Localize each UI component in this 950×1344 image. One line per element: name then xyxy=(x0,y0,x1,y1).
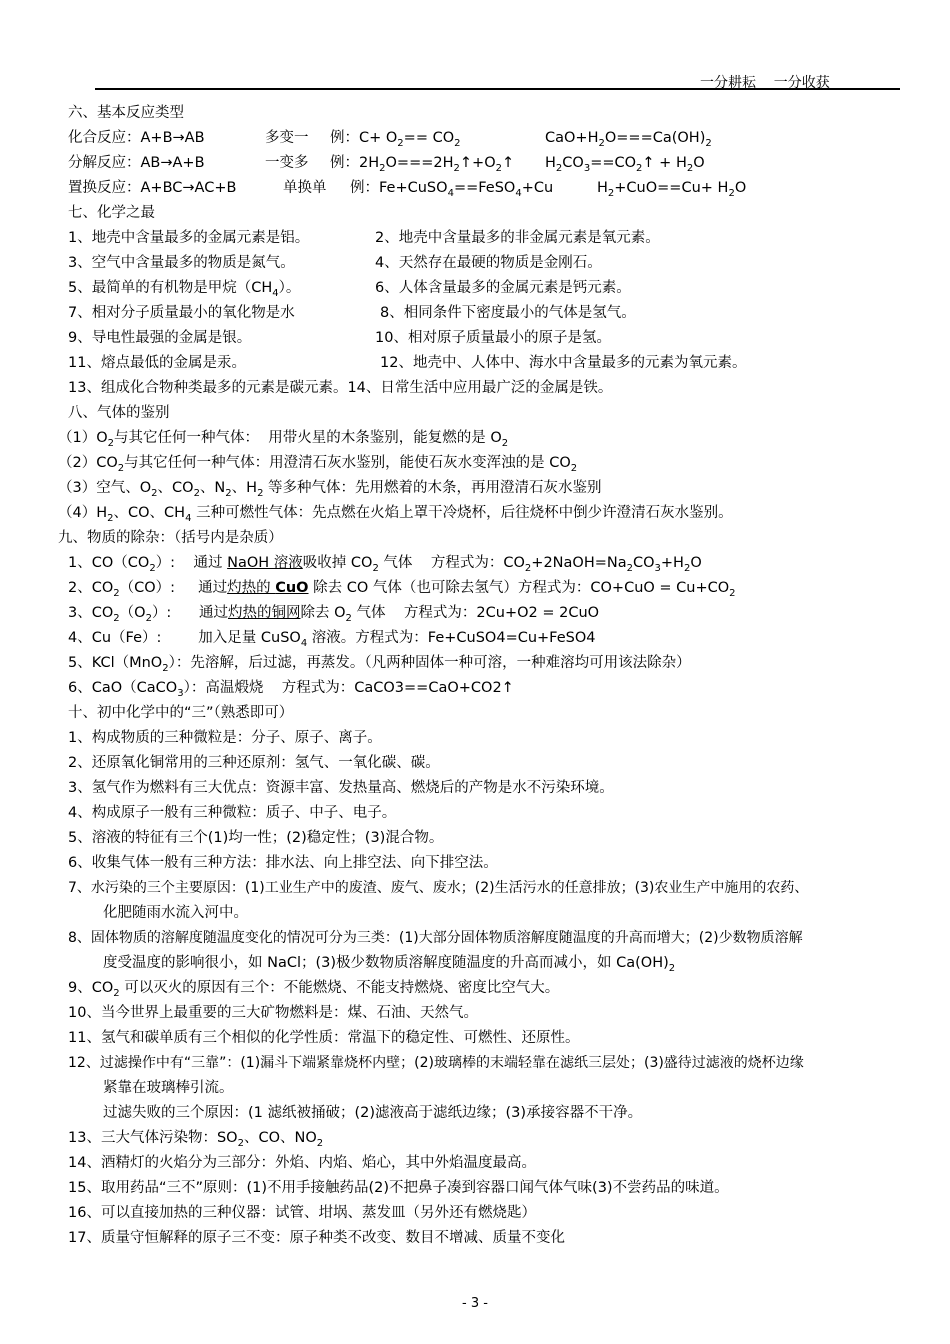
header-rule xyxy=(95,88,900,90)
list-item: 7、水污染的三个主要原因：(1)工业生产中的废渣、废气、废水；(2)生活污水的任意排放；(3)农业生产中施用的农药、 xyxy=(68,880,809,896)
section-title-seven: 七、化学之最 xyxy=(68,205,155,221)
list-item: 4、天然存在最硬的物质是金刚石。 xyxy=(375,255,602,271)
reaction-combination-example: 例：$C+ O_2== CO_2$ xyxy=(330,130,461,149)
reaction-combination-label: 化合反应：A+B→AB xyxy=(68,130,205,146)
reaction-displacement-example-2: $H_2+CuO==Cu+ H_2O$ xyxy=(597,180,747,199)
list-item: 13、三大气体污染物：$SO_2$、CO、$NO_2$ xyxy=(68,1130,324,1149)
list-item: 3、空气中含量最多的物质是氮气。 xyxy=(68,255,295,271)
reaction-combination-type: 多变一 xyxy=(265,130,309,146)
page-number: - 3 - xyxy=(462,1296,488,1311)
list-item: 12、过滤操作中有“三靠”：(1)漏斗下端紧靠烧杯内壁；(2)玻璃棒的末端轻靠在滤纸三层处；(3)盛待过滤液的烧杯边缘 xyxy=(68,1055,804,1071)
list-item: 15、取用药品“三不”原则：(1)不用手接触药品(2)不把鼻子凑到容器口闻气体气味(3)不尝药品的味道。 xyxy=(68,1180,729,1196)
list-item: 9、$CO_2$ 可以灭火的原因有三个：不能燃烧、不能支持燃烧、密度比空气大。 xyxy=(68,980,560,999)
section-title-six: 六、基本反应类型 xyxy=(68,105,184,121)
reaction-combination-example-2: $CaO+H_2O===Ca(OH)_2$ xyxy=(545,130,712,149)
list-item-continuation: 化肥随雨水流入河中。 xyxy=(103,905,248,921)
reaction-displacement-type: 单换单 xyxy=(283,180,327,196)
list-item: 12、地壳中、人体中、海水中含量最多的元素为氧元素。 xyxy=(380,355,747,371)
list-item: 3、氢气作为燃料有三大优点：资源丰富、发热量高、燃烧后的产物是水不污染环境。 xyxy=(68,780,614,796)
list-item: 2、地壳中含量最多的非金属元素是氧元素。 xyxy=(375,230,660,246)
list-item: 8、固体物质的溶解度随温度变化的情况可分为三类：(1)大部分固体物质溶解度随温度的升高而增大；(2)少数物质溶解 xyxy=(68,930,803,946)
list-item: 1、地壳中含量最多的金属元素是铝。 xyxy=(68,230,310,246)
list-item: 8、相同条件下密度最小的气体是氢气。 xyxy=(380,305,636,321)
list-item: 17、质量守恒解释的原子三不变：原子种类不改变、数目不增减、质量不变化 xyxy=(68,1230,565,1246)
section-title-eight: 八、气体的鉴别 xyxy=(68,405,170,421)
list-item: 1、构成物质的三种微粒是：分子、原子、离子。 xyxy=(68,730,382,746)
reaction-displacement-example: 例：Fe+CuSO$_4$==FeSO$_4$+Cu xyxy=(350,180,554,199)
list-item: 5、最简单的有机物是甲烷$(CH_4)$。 xyxy=(68,280,301,299)
list-item: 16、可以直接加热的三种仪器：试管、坩埚、蒸发皿（另外还有燃烧匙） xyxy=(68,1205,536,1221)
reaction-decomposition-example-2: $H_2CO_3==CO_2↑ + H_2O$ xyxy=(545,155,705,174)
list-item: 10、相对原子质量最小的原子是氢。 xyxy=(375,330,611,346)
reaction-decomposition-type: 一变多 xyxy=(265,155,309,171)
list-item: $(1)O_2$与其它任何一种气体： 用带火星的木条鉴别，能复燃的是 $O_2$ xyxy=(58,430,509,449)
list-item: 13、组成化合物种类最多的元素是碳元素。14、日常生活中应用最广泛的金属是铁。 xyxy=(68,380,613,396)
list-item: 3、$CO_2(O_2)$: 通过灼热的铜网除去 $O_2$ 气体 方程式为：2Cu+O2 = 2CuO xyxy=(68,605,600,624)
list-item: 6、人体含量最多的金属元素是钙元素。 xyxy=(375,280,631,296)
list-item: （3）空气、$O_2$、$CO_2$、$N_2$、$H_2$ 等多种气体：先用燃着的木条，再用澄清石灰水鉴别 xyxy=(58,480,602,499)
list-item: 14、酒精灯的火焰分为三部分：外焰、内焰、焰心，其中外焰温度最高。 xyxy=(68,1155,536,1171)
list-item: 5、KCl（MnO$_2$）：先溶解，后过滤，再蒸发。（凡两种固体一种可溶，一种难溶均可用该法除杂） xyxy=(68,655,691,674)
list-item: $(4)H_2$、CO、$CH_4$ 三种可燃性气体：先点燃在火焰上罩干冷烧杯，后往烧杯中倒少许澄清石灰水鉴别。 xyxy=(58,505,733,524)
list-item: 2、还原氧化铜常用的三种还原剂：氢气、一氧化碳、碳。 xyxy=(68,755,440,771)
list-item: $(2)CO_2$与其它任何一种气体：用澄清石灰水鉴别，能使石灰水变浑浊的是 $CO_2$ xyxy=(58,455,578,474)
list-item: 10、当今世界上最重要的三大矿物燃料是：煤、石油、天然气。 xyxy=(68,1005,478,1021)
list-item-continuation: 紧靠在玻璃棒引流。 xyxy=(103,1080,234,1096)
list-item: 4、构成原子一般有三种微粒：质子、中子、电子。 xyxy=(68,805,397,821)
list-item: 11、氢气和碳单质有三个相似的化学性质：常温下的稳定性、可燃性、还原性。 xyxy=(68,1030,580,1046)
list-item: 6、收集气体一般有三种方法：排水法、向上排空法、向下排空法。 xyxy=(68,855,498,871)
list-item: 9、导电性最强的金属是银。 xyxy=(68,330,252,346)
section-title-nine: 九、物质的除杂：（括号内是杂质） xyxy=(58,530,283,546)
list-item: 11、熔点最低的金属是汞。 xyxy=(68,355,246,371)
list-item-continuation: 过滤失败的三个原因：(1 滤纸被捅破；(2)滤液高于滤纸边缘；(3)承接容器不干净。 xyxy=(103,1105,643,1121)
reaction-decomposition-label: 分解反应：AB→A+B xyxy=(68,155,205,171)
reaction-displacement-label: 置换反应：A+BC→AC+B xyxy=(68,180,237,196)
reaction-decomposition-example: 例：$2H_2O===2H_2↑+O_2↑$ xyxy=(330,155,515,174)
list-item: 4、Cu（Fe）: 加入足量 CuSO$_4$ 溶液。方程式为：Fe+CuSO4=Cu+FeSO4 xyxy=(68,630,596,649)
list-item: 7、相对分子质量最小的氧化物是水 xyxy=(68,305,295,321)
list-item: 6、CaO（CaCO$_3$）：高温煅烧 方程式为：CaCO3==CaO+CO2↑ xyxy=(68,680,514,699)
list-item: 1、$CO(CO_2)$: 通过 NaOH 溶液吸收掉 $CO_2$ 气体 方程式为：$CO_2+2NaOH=Na_2CO_3+H_2O$ xyxy=(68,555,702,574)
section-title-ten: 十、初中化学中的“三”（熟悉即可） xyxy=(68,705,294,721)
list-item: 5、溶液的特征有三个(1)均一性；(2)稳定性；(3)混合物。 xyxy=(68,830,444,846)
list-item-continuation: 度受温度的影响很小，如 NaCl；(3)极少数物质溶解度随温度的升高而减小，如 $Ca(OH)_2$ xyxy=(103,955,676,974)
header-motto: 一分耕耘 一分收获 xyxy=(700,75,830,91)
list-item: 2、$CO_2(CO)$: 通过灼热的 CuO 除去 CO 气体（也可除去氢气）方程式为：$CO+CuO = Cu+CO_2$ xyxy=(68,580,736,599)
